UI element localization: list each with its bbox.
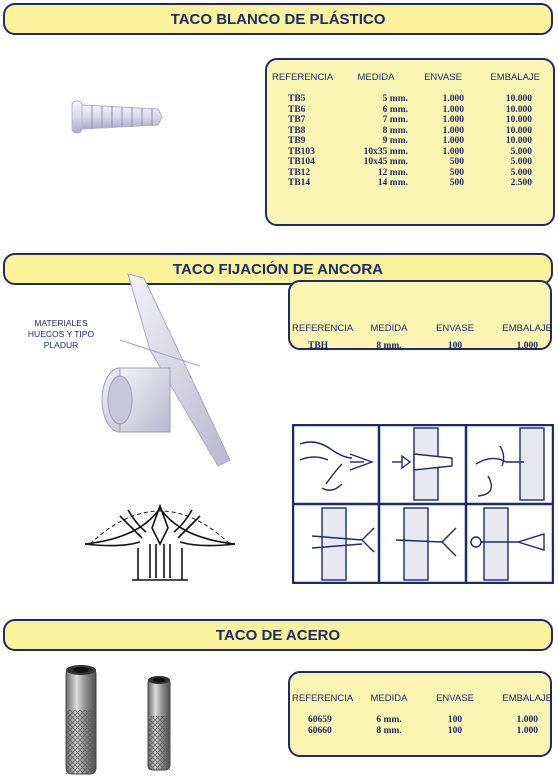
installation-steps-diagram: [292, 424, 554, 584]
header-embalaje: EMBALAJE: [490, 71, 540, 83]
header-embalaje: EMBALAJE: [502, 692, 552, 704]
table-row: TBH 8 mm. 100 1.000: [308, 341, 538, 351]
anchor-plug-image: [90, 270, 240, 470]
table-row: TB7 7 mm. 1.000 10.000: [288, 115, 532, 125]
header-referencia: REFERENCIA: [272, 71, 334, 83]
header-envase: ENVASE: [424, 71, 462, 83]
product-table-plastic: [272, 70, 550, 189]
anchor-open-diagram: [80, 488, 240, 584]
materials-note: MATERIALES HUECOS Y TIPO PLADUR: [27, 318, 95, 350]
header-envase: ENVASE: [436, 692, 474, 704]
table-row: 60660 8 mm. 100 1.000: [308, 725, 538, 736]
table-row: TB8 8 mm. 1.000 10.000: [288, 125, 532, 136]
table-row: TB103 10x35 mm. 1.000 5.000: [288, 146, 532, 157]
header-medida: MEDIDA: [357, 71, 395, 83]
table-row: 60659 6 mm. 100 1.000: [308, 715, 538, 725]
header-referencia: REFERENCIA: [292, 692, 354, 704]
table-row: TB6 6 mm. 1.000 10.000: [288, 104, 532, 115]
table-row: TB104 10x45 mm. 500 5.000: [288, 157, 532, 167]
steel-anchor-image: [60, 660, 180, 780]
header-envase: ENVASE: [436, 322, 474, 334]
section-title-plastic: TACO BLANCO DE PLÁSTICO: [3, 3, 553, 35]
section-title-anchor: TACO FIJACIÓN DE ANCORA: [3, 253, 553, 285]
table-row: TB9 9 mm. 1.000 10.000: [288, 136, 532, 146]
table-row: TB5 5 mm. 1.000 10.000: [288, 94, 532, 104]
header-medida: MEDIDA: [370, 692, 408, 704]
section-title-steel: TACO DE ACERO: [3, 619, 553, 651]
header-embalaje: EMBALAJE: [502, 322, 552, 334]
header-referencia: REFERENCIA: [292, 322, 354, 334]
table-row: TB12 12 mm. 500 5.000: [288, 167, 532, 178]
header-medida: MEDIDA: [370, 322, 408, 334]
table-row: TB14 14 mm. 500 2.500: [288, 178, 532, 188]
product-table-steel: [292, 691, 552, 736]
white-plastic-plug-image: [70, 95, 164, 139]
product-table-anchor: [292, 321, 552, 352]
